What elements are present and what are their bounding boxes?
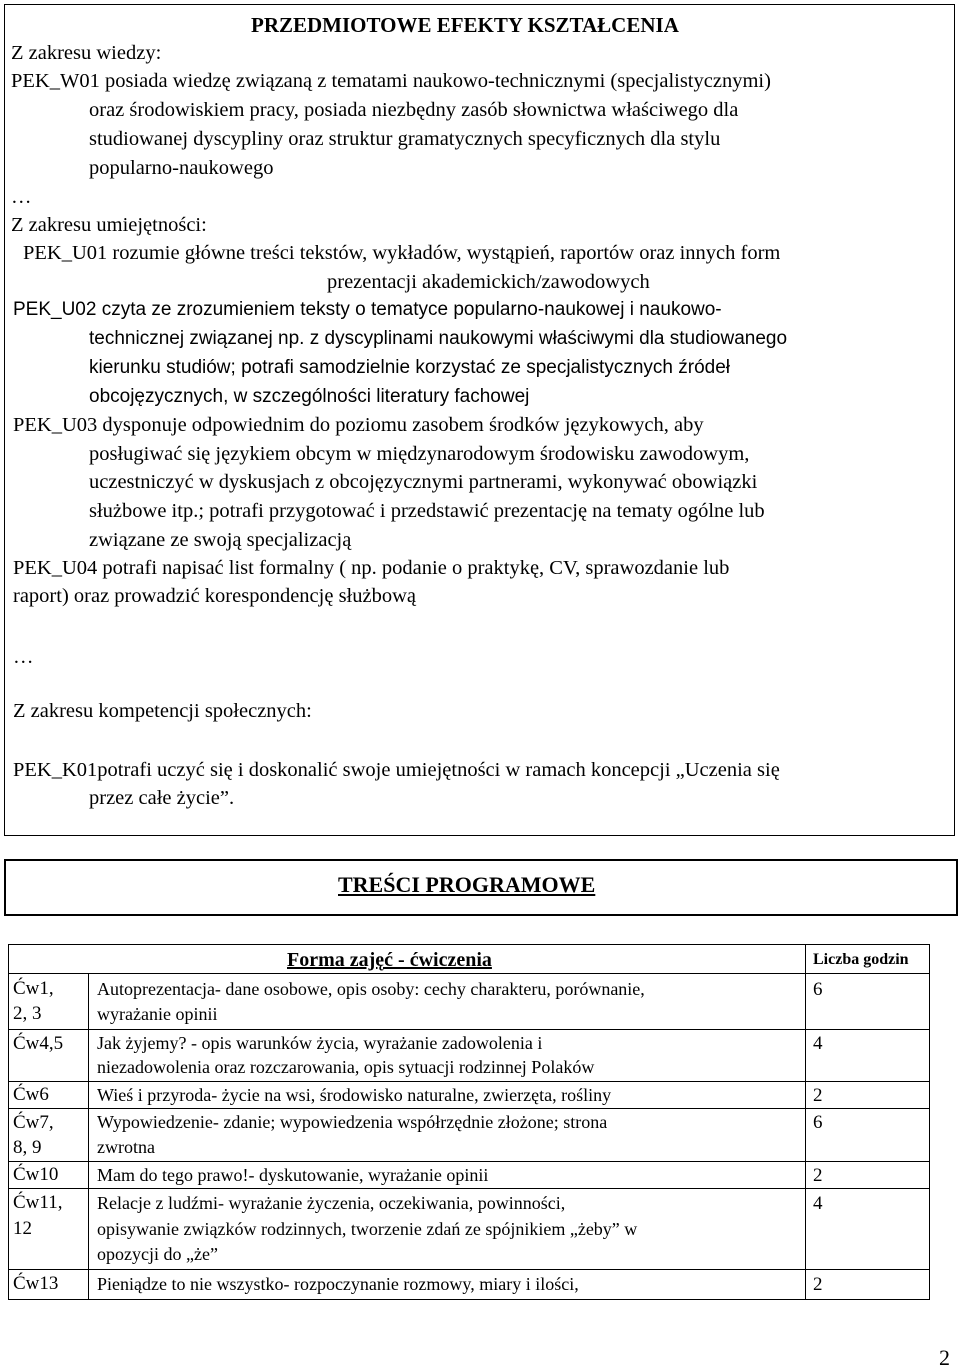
pek-w01-line-4: popularno-naukowego	[89, 157, 274, 179]
row-6-id-2: 12	[13, 1218, 32, 1239]
row-1-desc-1: Autoprezentacja- dane osobowe, opis osoby: cechy charakteru, porównanie,	[97, 979, 645, 999]
table-divider	[9, 973, 929, 974]
row-6-desc-1: Relacje z ludźmi- wyrażanie życzenia, oczekiwania, powinności,	[97, 1193, 566, 1213]
pek-u03-line-2: posługiwać się językiem obcym w międzynarodowym środowisku zawodowym,	[89, 443, 750, 465]
skills-heading: Z zakresu umiejętności:	[11, 214, 207, 236]
row-1-desc-2: wyrażanie opinii	[97, 1004, 218, 1024]
row-5-id: Ćw10	[13, 1164, 59, 1185]
table-divider	[88, 973, 89, 1299]
table-divider	[9, 1188, 929, 1189]
header-form: Forma zajęć - ćwiczenia	[287, 949, 492, 971]
row-1-id-2: 2, 3	[13, 1003, 42, 1024]
row-7-hours: 2	[813, 1274, 823, 1295]
header-hours: Liczba godzin	[813, 951, 909, 968]
table-divider	[9, 1269, 929, 1270]
learning-outcomes-box	[4, 4, 955, 836]
row-4-desc-2: zwrotna	[97, 1137, 155, 1157]
pek-u03-line-3: uczestniczyć w dyskusjach z obcojęzycznymi partnerami, wykonywać obowiązki	[89, 471, 758, 493]
row-6-desc-3: opozycji do „że”	[97, 1244, 218, 1264]
row-3-desc: Wieś i przyroda- życie na wsi, środowisko naturalne, zwierzęta, rośliny	[97, 1085, 612, 1105]
ellipsis-2: …	[13, 646, 34, 668]
row-6-hours: 4	[813, 1193, 823, 1214]
pek-u02-line-3: kierunku studiów; potrafi samodzielnie korzystać ze specjalistycznych źródeł	[89, 357, 730, 378]
row-4-id-1: Ćw7,	[13, 1112, 54, 1133]
pek-k01-line-1: PEK_K01potrafi uczyć się i doskonalić swoje umiejętności w ramach koncepcji „Uczenia się	[13, 759, 780, 781]
pek-u03-line-5: związane ze swoją specjalizacją	[89, 529, 352, 551]
page-number: 2	[939, 1345, 950, 1370]
table-divider	[9, 1081, 929, 1082]
pek-u04-line-1: PEK_U04 potrafi napisać list formalny ( np. podanie o praktykę, CV, sprawozdanie lub	[13, 557, 730, 579]
row-3-id: Ćw6	[13, 1084, 49, 1105]
row-6-desc-2: opisywanie związków rodzinnych, tworzenie zdań ze spójnikiem „żeby” w	[97, 1219, 638, 1239]
row-1-hours: 6	[813, 979, 823, 1000]
row-5-hours: 2	[813, 1165, 823, 1186]
row-2-hours: 4	[813, 1033, 823, 1054]
row-1-id-1: Ćw1,	[13, 978, 54, 999]
pek-k01-line-2: przez całe życie”.	[89, 787, 235, 809]
row-5-desc: Mam do tego prawo!- dyskutowanie, wyrażanie opinii	[97, 1165, 489, 1185]
pek-w01-line-1: PEK_W01 posiada wiedzę związaną z tematami naukowo-technicznymi (specjalistycznymi)	[11, 70, 771, 92]
classes-table	[8, 944, 930, 1300]
pek-u03-line-1: PEK_U03 dysponuje odpowiednim do poziomu zasobem środków językowych, aby	[13, 414, 704, 436]
row-3-hours: 2	[813, 1085, 823, 1106]
outcomes-title: PRZEDMIOTOWE EFEKTY KSZTAŁCENIA	[251, 13, 679, 37]
pek-u01-line-2: prezentacji akademickich/zawodowych	[327, 271, 650, 293]
row-6-id-1: Ćw11,	[13, 1192, 63, 1213]
ellipsis-1: …	[11, 186, 32, 208]
row-7-id: Ćw13	[13, 1273, 59, 1294]
row-4-id-2: 8, 9	[13, 1137, 42, 1158]
pek-u04-line-2: raport) oraz prowadzić korespondencję służbową	[13, 585, 416, 607]
row-2-id: Ćw4,5	[13, 1033, 64, 1054]
row-7-desc: Pieniądze to nie wszystko- rozpoczynanie rozmowy, miary i ilości,	[97, 1274, 579, 1294]
pek-u03-line-4: służbowe itp.; potrafi przygotować i przedstawić prezentację na tematy ogólne lub	[89, 500, 765, 522]
row-4-hours: 6	[813, 1112, 823, 1133]
program-title: TREŚCI PROGRAMOWE	[338, 872, 596, 897]
pek-w01-line-2: oraz środowiskiem pracy, posiada niezbędny zasób słownictwa właściwego dla	[89, 99, 739, 121]
social-heading: Z zakresu kompetencji społecznych:	[13, 700, 312, 722]
table-divider	[9, 1108, 929, 1109]
row-4-desc-1: Wypowiedzenie- zdanie; wypowiedzenia współrzędnie złożone; strona	[97, 1112, 608, 1132]
pek-u01-line-1: PEK_U01 rozumie główne treści tekstów, wykładów, wystąpień, raportów oraz innych form	[23, 242, 781, 264]
pek-u02-line-2: technicznej związanej np. z dyscyplinami naukowymi właściwymi dla studiowanego	[89, 328, 788, 349]
table-divider	[9, 1161, 929, 1162]
pek-u02-line-4: obcojęzycznych, w szczególności literatury fachowej	[89, 386, 530, 407]
pek-u02-line-1: PEK_U02 czyta ze zrozumieniem teksty o tematyce popularno-naukowej i naukowo-	[13, 299, 722, 320]
pek-w01-line-3: studiowanej dyscypliny oraz struktur gramatycznych specyficznych dla stylu	[89, 128, 721, 150]
knowledge-heading: Z zakresu wiedzy:	[11, 42, 162, 64]
row-2-desc-1: Jak żyjemy? - opis warunków życia, wyrażanie zadowolenia i	[97, 1033, 543, 1053]
row-2-desc-2: niezadowolenia oraz rozczarowania, opis sytuacji rodzinnej Polaków	[97, 1057, 595, 1077]
table-divider	[9, 1029, 929, 1030]
table-divider	[805, 945, 806, 1299]
